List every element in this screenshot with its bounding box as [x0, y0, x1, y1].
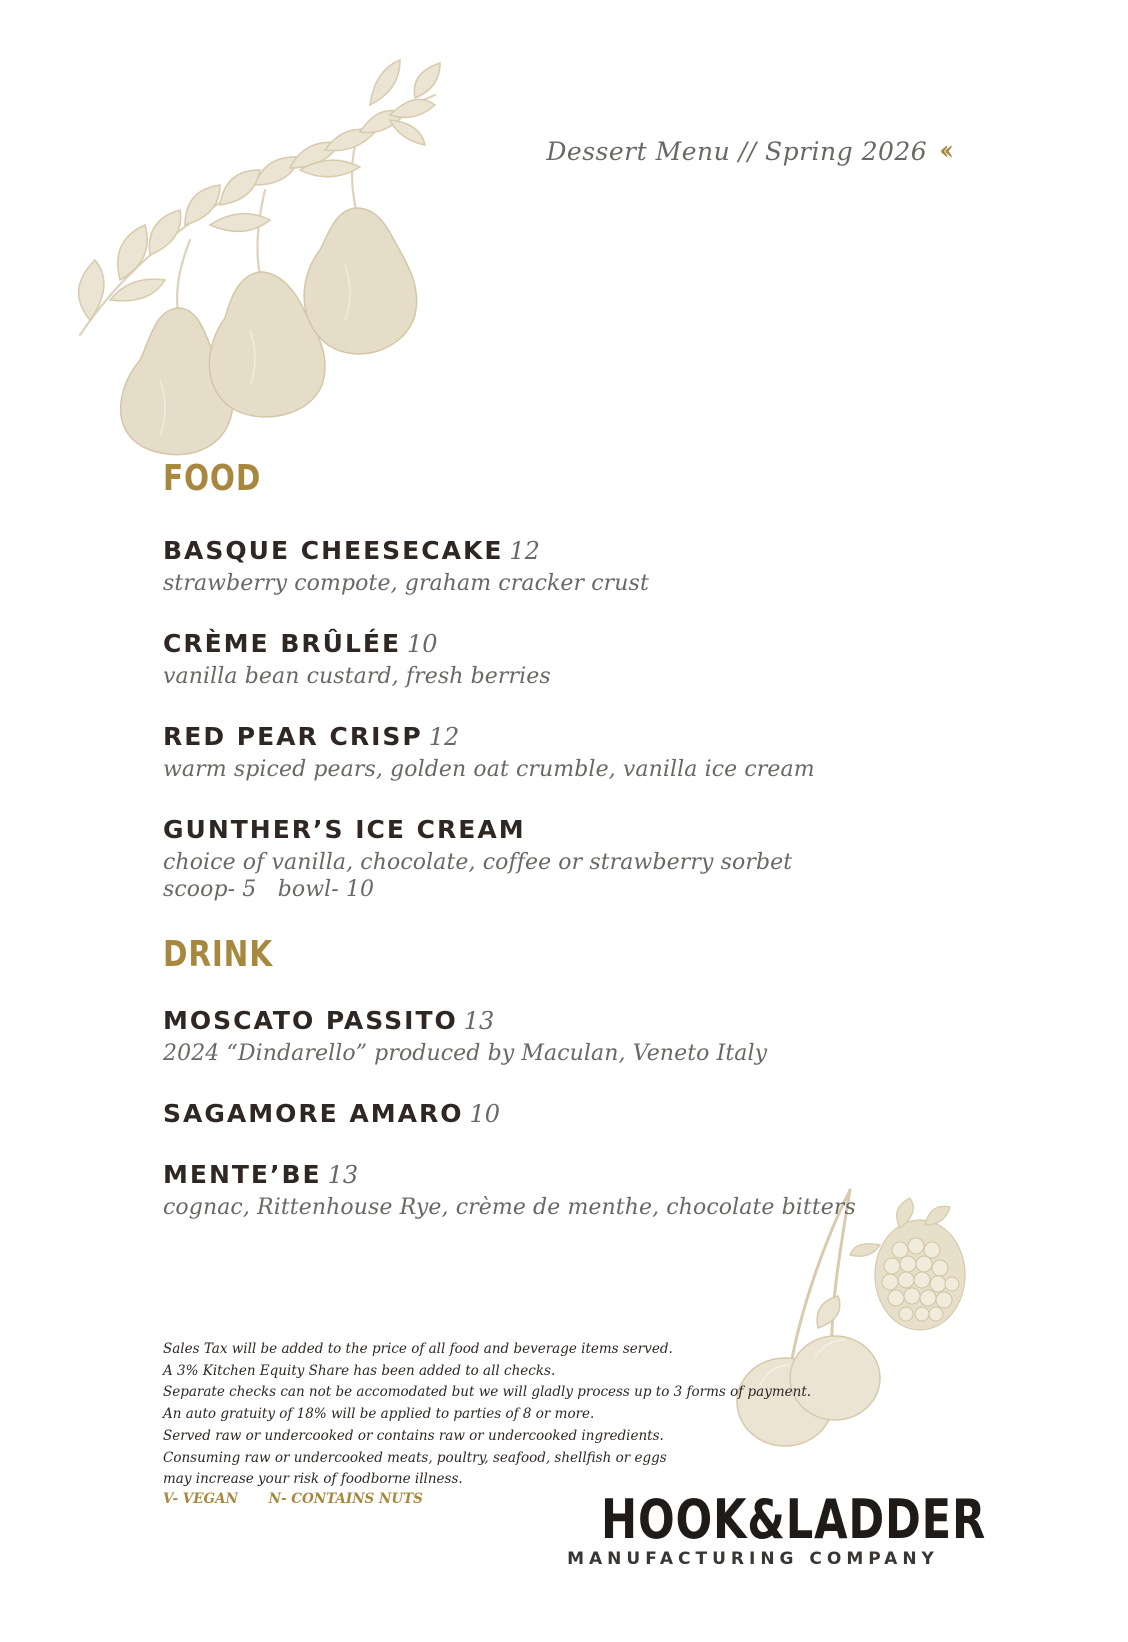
drink-section-title: DRINK [163, 934, 273, 975]
fine-print-notes [163, 1339, 811, 1491]
item-price: 13 [327, 1161, 359, 1189]
menu-item-basque-cheesecake [163, 536, 649, 596]
item-price: 13 [463, 1007, 495, 1035]
note-line: An auto gratuity of 18% will be applied to parties of 8 or more. [163, 1406, 595, 1423]
note-line: Served raw or undercooked or contains raw or undercooked ingredients. [163, 1427, 664, 1444]
menu-item-mentebe [163, 1160, 856, 1220]
item-price: 12 [428, 723, 460, 751]
item-name: SAGAMORE AMARO [163, 1099, 464, 1128]
legend-nuts: N- CONTAINS NUTS [268, 1491, 423, 1507]
chevron-left-icon: ‹‹ [939, 136, 948, 166]
item-name: GUNTHER’S ICE CREAM [163, 815, 526, 844]
note-line: Separate checks can not be accomodated but we will gladly process up to 3 forms of payment. [163, 1384, 812, 1401]
note-line: A 3% Kitchen Equity Share has been added to all checks. [163, 1362, 556, 1379]
item-description: warm spiced pears, golden oat crumble, vanilla ice cream [163, 757, 815, 782]
item-description: strawberry compote, graham cracker crust [163, 571, 649, 596]
logo-wordmark: HOOK&LADDER [601, 1488, 987, 1551]
item-price: 10 [469, 1100, 501, 1128]
pear-branch-icon [70, 50, 470, 470]
item-price: 12 [509, 537, 540, 565]
item-name: BASQUE CHEESECAKE [163, 536, 504, 565]
item-name: MENTE’BE [163, 1160, 322, 1189]
dietary-legend [163, 1491, 449, 1507]
note-line: Sales Tax will be added to the price of all food and beverage items served. [163, 1341, 673, 1357]
item-description: vanilla bean custard, fresh berries [163, 664, 551, 689]
item-name: MOSCATO PASSITO [163, 1006, 458, 1035]
item-name: RED PEAR CRISP [163, 722, 423, 751]
legend-vegan: V- VEGAN [163, 1491, 238, 1507]
hook-and-ladder-logo [563, 1488, 987, 1569]
item-description: cognac, Rittenhouse Rye, crème de menthe, chocolate bitters [163, 1195, 856, 1220]
menu-item-gunthers-ice-cream [163, 815, 792, 902]
item-price: 10 [407, 630, 438, 658]
menu-item-creme-brulee [163, 629, 551, 689]
note-line: may increase your risk of foodborne illness. [163, 1471, 463, 1488]
item-name: CRÈME BRÛLÉE [163, 629, 402, 658]
item-description: choice of vanilla, chocolate, coffee or strawberry sorbet [163, 850, 793, 875]
food-section-title: FOOD [163, 458, 262, 499]
menu-item-red-pear-crisp [163, 722, 815, 782]
note-line: Consuming raw or undercooked meats, poultry, seafood, shellfish or eggs [163, 1449, 667, 1466]
menu-header [546, 136, 948, 166]
item-description: 2024 “Dindarello” produced by Maculan, Veneto Italy [163, 1041, 768, 1066]
menu-title: Dessert Menu // Spring 2026 [546, 136, 928, 166]
menu-item-sagamore-amaro [163, 1099, 500, 1128]
item-portion-prices: scoop- 5 bowl- 10 [163, 877, 375, 902]
logo-subtitle: MANUFACTURING COMPANY [567, 1549, 939, 1569]
menu-item-moscato-passito [163, 1006, 767, 1066]
